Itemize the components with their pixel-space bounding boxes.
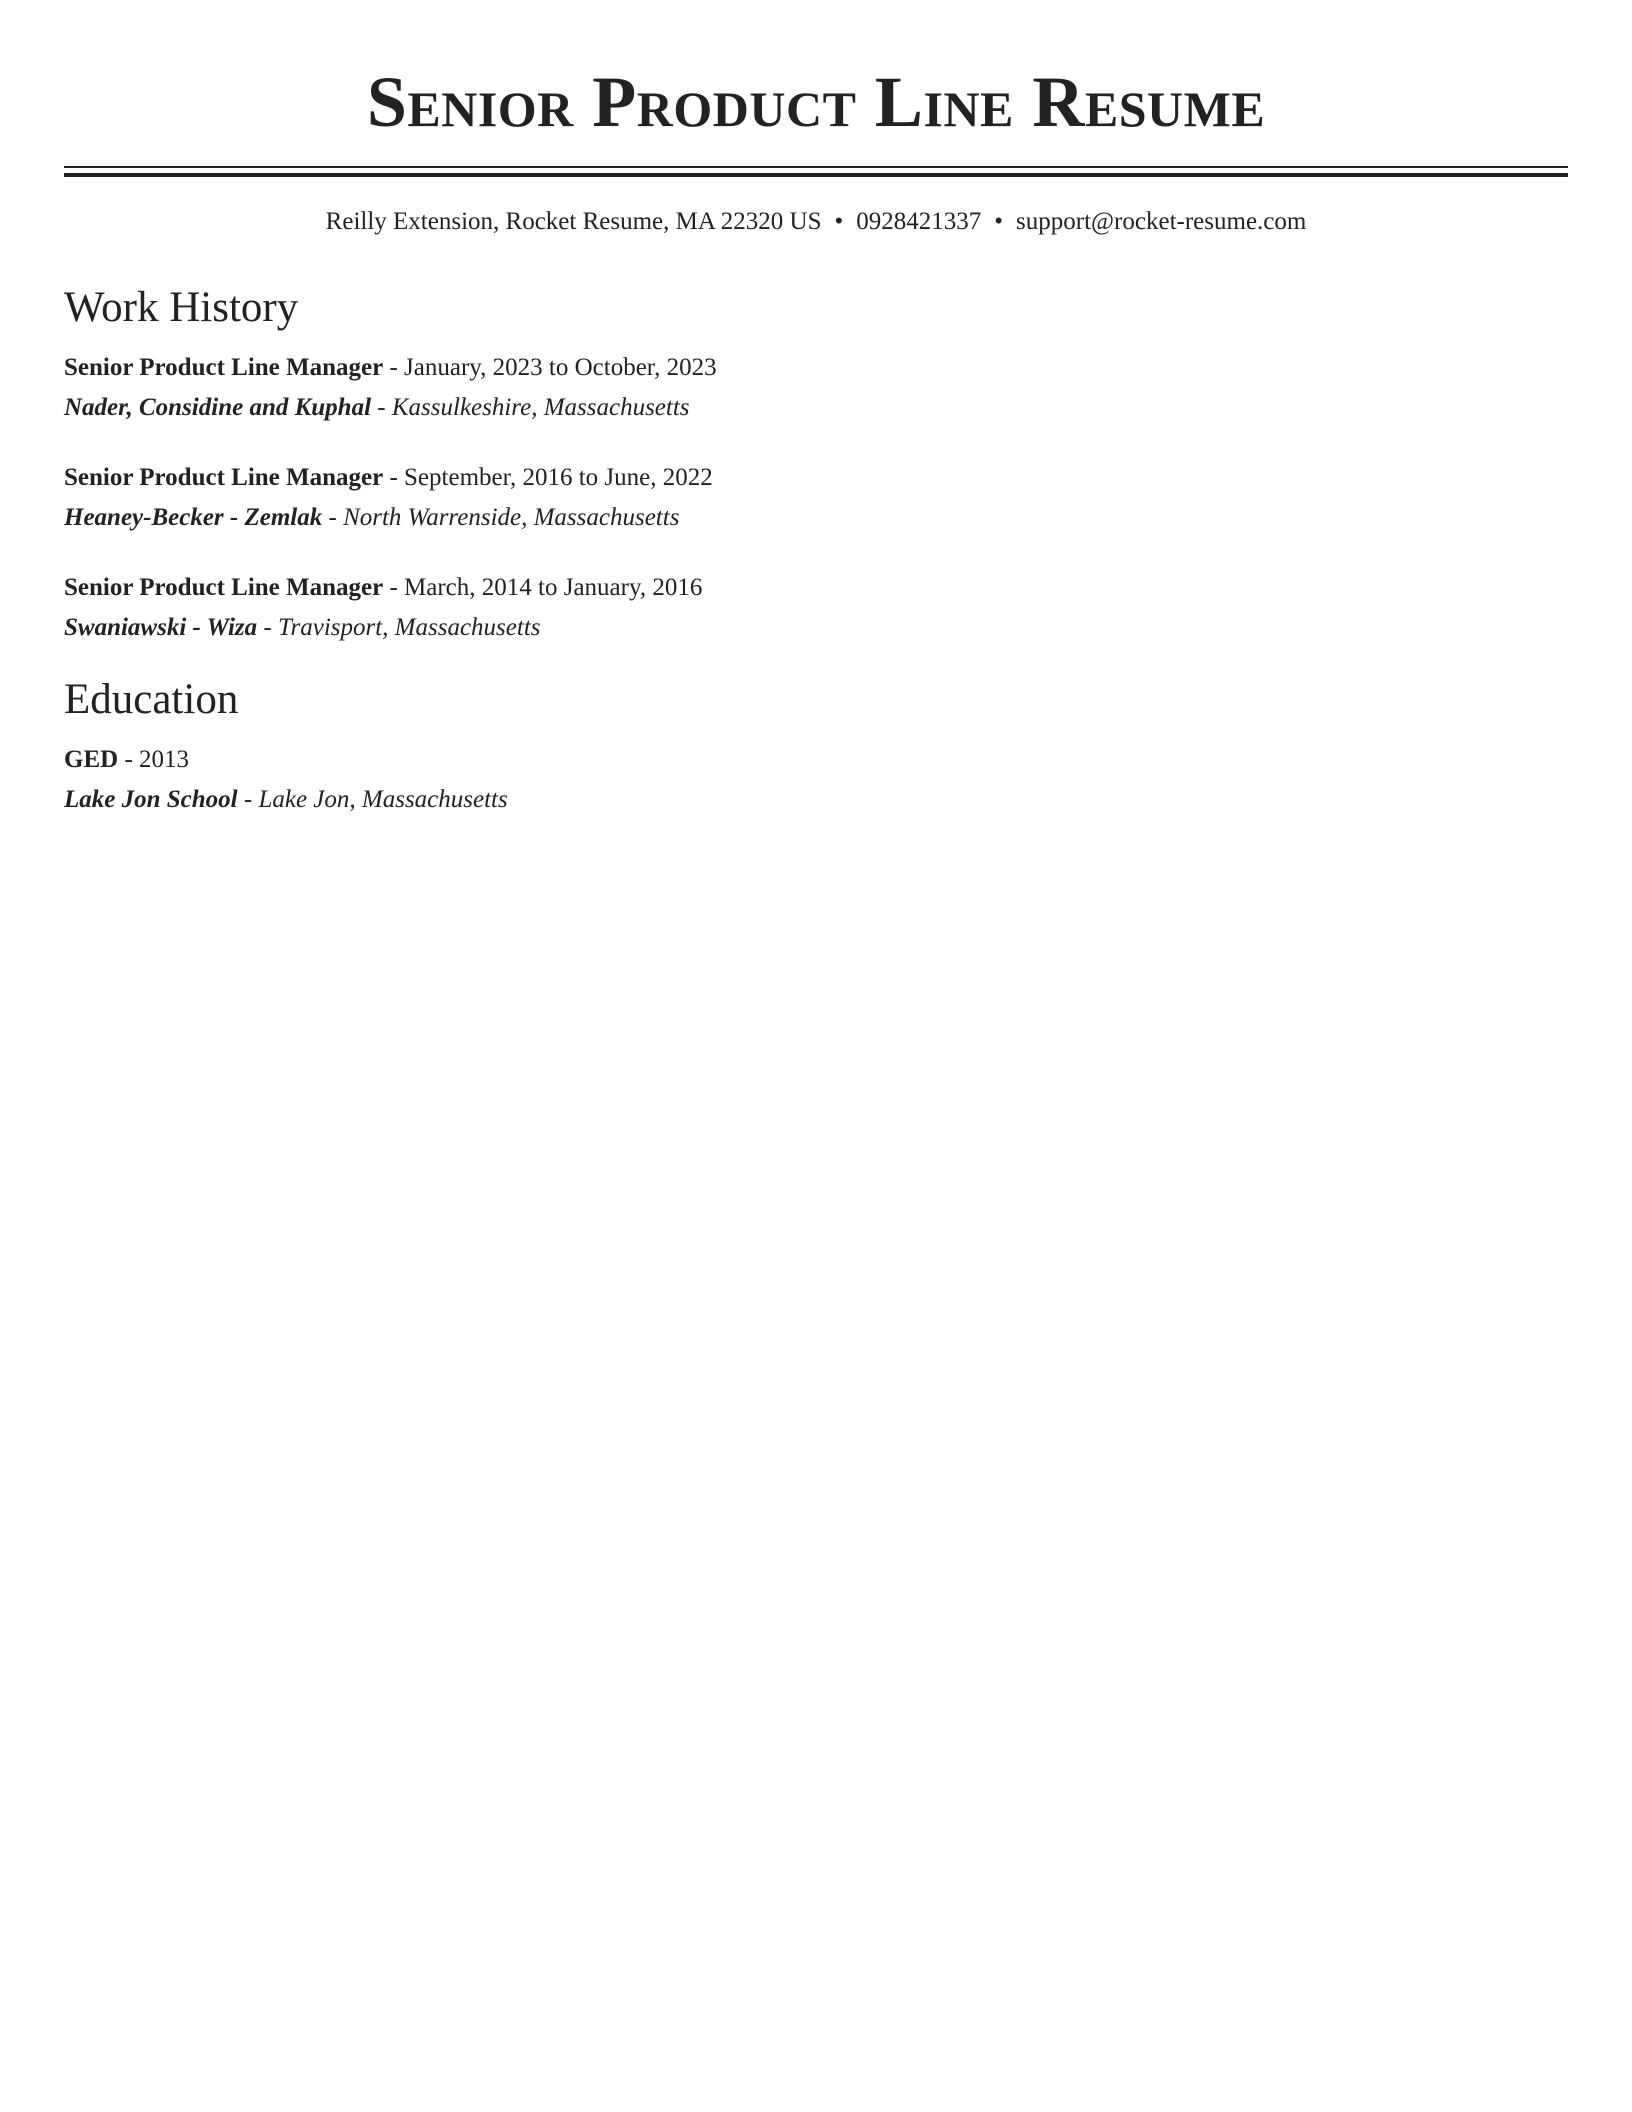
degree: GED [64,746,119,773]
degree-line [64,740,1568,780]
job-company: Heaney-Becker - Zemlak [64,504,323,531]
contact-separator: • [834,208,844,235]
job-dates: January, 2023 to October, 2023 [404,354,717,381]
job-title-line [64,568,1568,608]
job-location: Kassulkeshire, Massachusetts [391,394,690,421]
dash-separator: - [257,614,278,641]
school-name: Lake Jon School [64,786,238,813]
job-dates: March, 2014 to January, 2016 [404,574,703,601]
school-line [64,780,1568,820]
contact-line [64,206,1568,238]
dash-separator: - [383,574,405,601]
job-company-line [64,388,1568,428]
education-entry-1 [64,740,1568,820]
work-history-heading: Work History [64,284,299,331]
contact-address: Reilly Extension, Rocket Resume, MA 22320 US [325,208,822,235]
school-location: Lake Jon, Massachusetts [258,786,508,813]
contact-separator: • [994,208,1004,235]
work-entry-1 [64,348,1568,428]
graduation-year: 2013 [139,746,190,773]
job-title: Senior Product Line Manager [64,354,384,381]
dash-separator: - [322,504,344,531]
job-title-line [64,348,1568,388]
dash-separator: - [118,746,140,773]
job-dates: September, 2016 to June, 2022 [404,464,713,491]
resume-title: Senior Product Line Resume [366,62,1266,142]
work-entry-3 [64,568,1568,648]
dash-separator: - [383,464,405,491]
job-company-line [64,608,1568,648]
job-title: Senior Product Line Manager [64,464,384,491]
dash-separator: - [371,394,392,421]
contact-email[interactable]: support@rocket-resume.com [1016,208,1307,235]
job-company-line [64,498,1568,538]
dash-separator: - [237,786,259,813]
job-location: North Warrenside, Massachusetts [343,504,680,531]
title-double-rule [64,166,1568,177]
job-company: Swaniawski - Wiza [64,614,258,641]
dash-separator: - [383,354,405,381]
work-entry-2 [64,458,1568,538]
education-heading: Education [64,676,239,723]
job-company: Nader, Considine and Kuphal [64,394,372,421]
job-title-line [64,458,1568,498]
job-title: Senior Product Line Manager [64,574,384,601]
job-location: Travisport, Massachusetts [277,614,541,641]
contact-phone: 0928421337 [856,208,982,235]
